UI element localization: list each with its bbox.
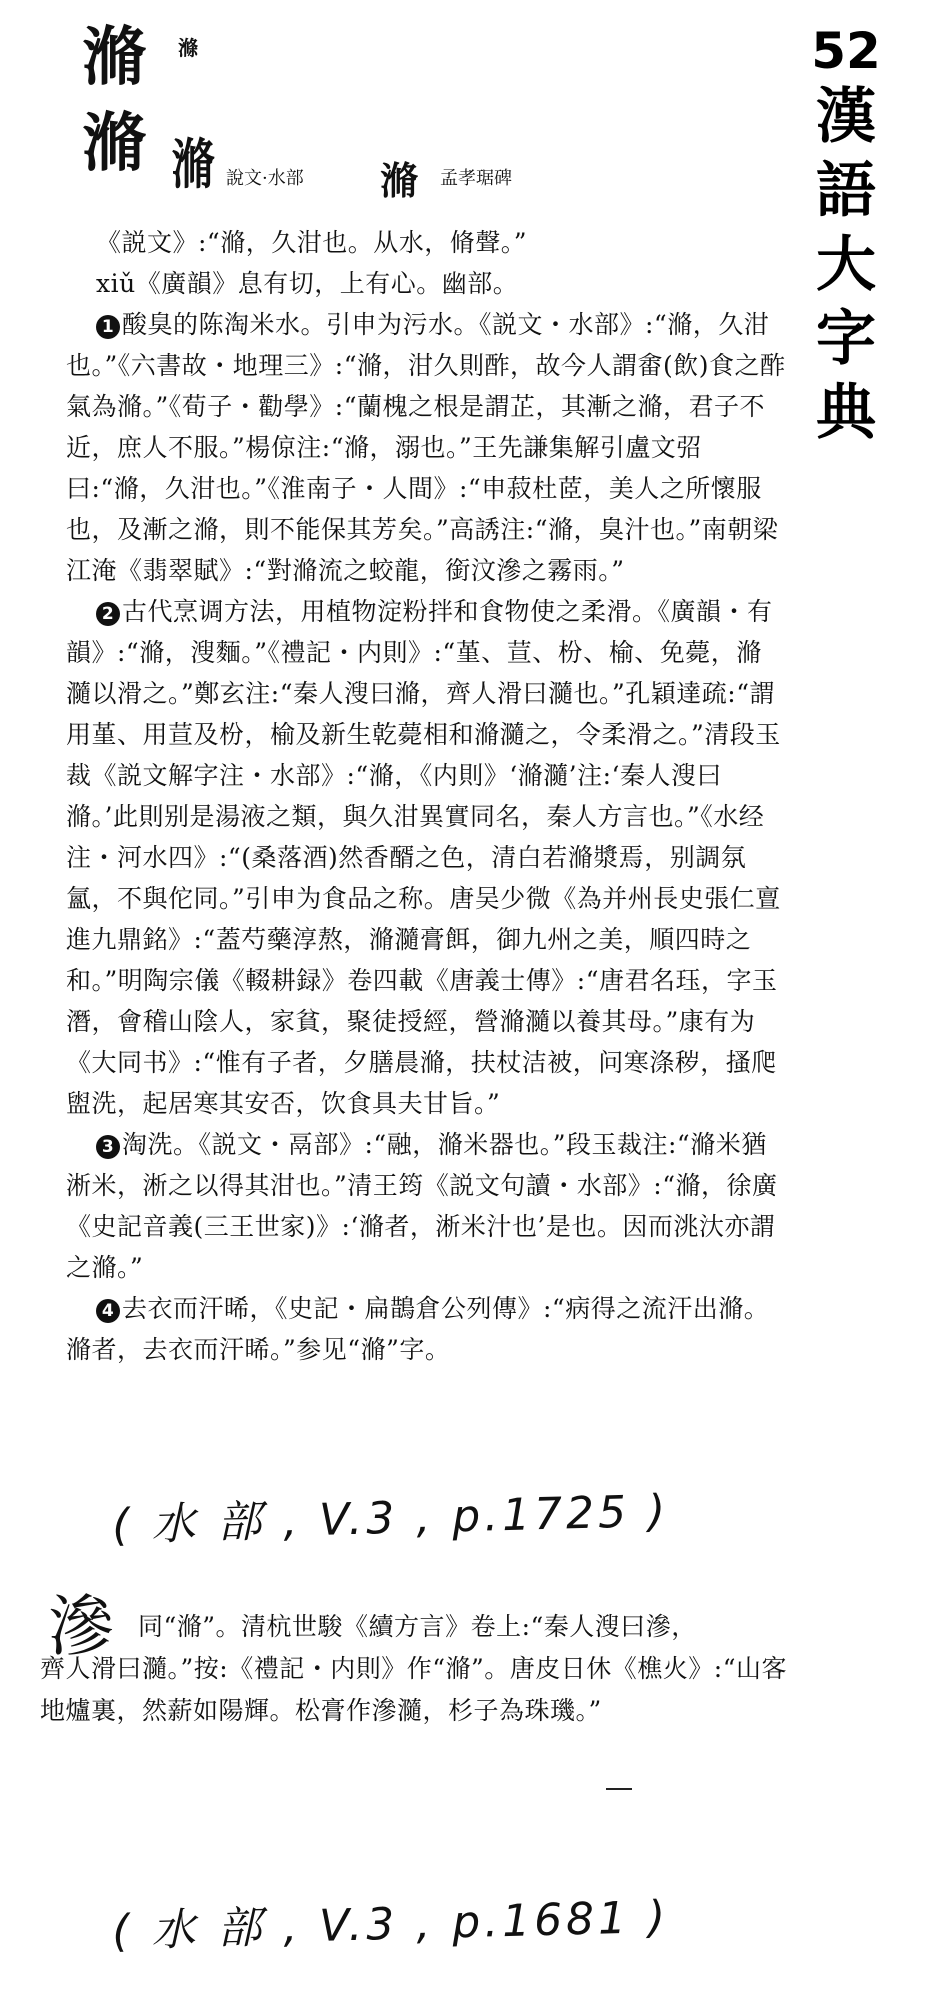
sense-4 bbox=[66, 1288, 786, 1370]
divider-dash bbox=[606, 1788, 632, 1790]
pronunciation-line: xiǔ《廣韻》息有切，上有心。幽部。 bbox=[96, 269, 519, 298]
title-char: 語 bbox=[816, 156, 876, 226]
seal-source-label: 說文·水部 bbox=[226, 168, 304, 189]
sense-2 bbox=[66, 591, 786, 1124]
entry-body bbox=[66, 222, 786, 1370]
head-character-traditional: 滫 bbox=[82, 106, 146, 181]
title-char: 典 bbox=[816, 378, 876, 448]
title-char: 字 bbox=[816, 304, 876, 374]
second-entry-body bbox=[40, 1606, 800, 1732]
title-char: 大 bbox=[816, 230, 876, 300]
sense-1-text: 酸臭的陈淘米水。引申为污水。《説文・水部》:“滫，久泔也。”《六書故・地理三》:“滫，泔久則酢，故今人謂畬(飲)食之酢氣為滫。”《荀子・勸學》:“蘭槐之根是謂芷，其漸之滫，君子不近，庶人不服。”楊倞注:“滫，溺也。”王先謙集解引盧文弨曰:“滫，久泔也。”《淮南子・人間》:“申菽杜茝，美人之所懷服也，及漸之滫，則不能保其芳矣。”高誘注:“滫，臭汁也。”南朝梁江淹《翡翠賦》:“對滫流之蛟龍，銜汶滲之霧雨。” bbox=[66, 310, 786, 585]
title-char: 漢 bbox=[816, 82, 876, 152]
sense-number-badge: 2 bbox=[96, 602, 120, 626]
sense-number-badge: 3 bbox=[96, 1135, 120, 1159]
second-head-character: 滲 bbox=[48, 1588, 114, 1665]
sense-3-text: 淘洗。《説文・鬲部》:“融，滫米器也。”段玉裁注:“滫米猶淅米，淅之以得其泔也。”清王筠《説文句讀・水部》:“滫，徐廣《史記音義(三王世家)》:‘滫者，淅米汁也’是也。因而洮汏亦謂之滫。” bbox=[66, 1130, 778, 1282]
sense-3 bbox=[66, 1124, 786, 1288]
sense-2-text: 古代烹调方法，用植物淀粉拌和食物使之柔滑。《廣韻・有韻》:“滫，溲麵。”《禮記・内則》:“堇、荁、枌、榆、免薨，滫瀡以滑之。”鄭玄注:“秦人溲曰滫，齊人滑曰瀡也。”孔穎達疏:“謂用堇、用荁及枌，榆及新生乾薨相和滫瀡之，令柔滑之。”清段玉裁《説文解字注・水部》:“滫，《内則》‘滫瀡’注:‘秦人溲曰滫。’此則别是湯液之類，與久泔異實同名，秦人方言也。”《水经注・河水四》:“(桑落酒)然香醑之色，清白若滫漿焉，别調氛氳，不與佗同。”引申为食品之称。唐吴少微《為并州長史張仁亶進九鼎銘》:“蓋芍藥淳熬，滫瀡膏餌，御九州之美，順四時之和。”明陶宗儀《輟耕録》卷四載《唐義士傳》:“唐君名珏，字玉潛，會稽山陰人，家貧，聚徒授經，營滫瀡以養其母。”康有为《大同书》:“惟有子者，夕膳晨滫，扶杖洁被，问寒涤秽，搔爬盥洗，起居寒其安否，饮食具夫甘旨。” bbox=[66, 597, 781, 1118]
stele-character: 滫 bbox=[380, 158, 419, 203]
shuowen-line: 《説文》:“滫，久泔也。从水，脩聲。” bbox=[96, 228, 527, 257]
head-character: 滫 bbox=[82, 20, 146, 95]
dictionary-name bbox=[806, 80, 886, 450]
head-variant: 滌 bbox=[178, 36, 198, 60]
handwritten-reference-2: ( 水 部 , V.3 , p.1681 ) bbox=[111, 1891, 670, 1958]
seal-script-character: 滫 bbox=[171, 132, 215, 196]
sense-number-badge: 4 bbox=[96, 1299, 120, 1323]
handwritten-reference-1: ( 水 部 , V.3 , p.1725 ) bbox=[111, 1485, 670, 1552]
sense-1 bbox=[66, 304, 786, 591]
stele-source-label: 孟孝琚碑 bbox=[440, 168, 512, 189]
sense-4-text: 去衣而汗晞，《史記・扁鵲倉公列傳》:“病得之流汗出滫。滫者，去衣而汗晞。”参见“滫”字。 bbox=[66, 1294, 770, 1364]
sense-number-badge: 1 bbox=[96, 315, 120, 339]
second-entry-first-line: 同“滫”。清杭世駿《續方言》卷上:“秦人溲曰滲， bbox=[138, 1612, 697, 1641]
dictionary-title bbox=[806, 22, 886, 450]
second-entry-text: 齊人滑曰瀡。”按:《禮記・内則》作“滫”。唐皮日休《樵火》:“山客地爐裏，然薪如陽輝。松膏作滲瀡，杉子為珠璣。” bbox=[40, 1654, 787, 1725]
page-number: 52 bbox=[811, 22, 881, 80]
